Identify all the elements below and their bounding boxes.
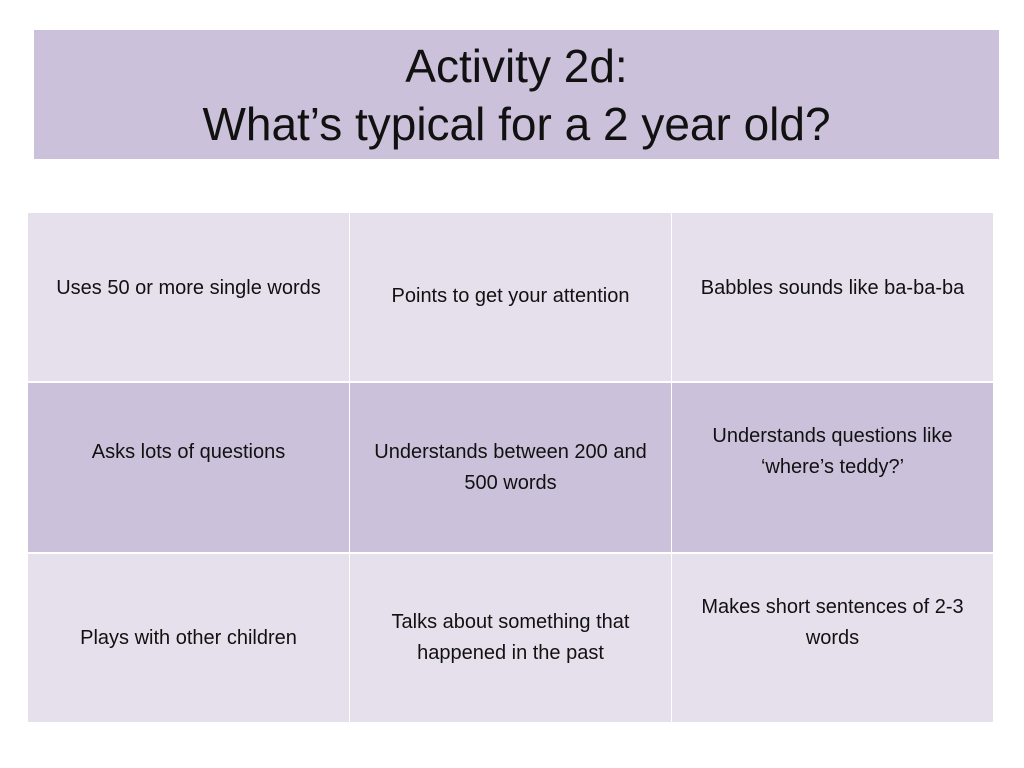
table-cell-r3-c1 <box>28 554 349 722</box>
cell-text: Uses 50 or more single words <box>56 276 321 299</box>
table-cell-r1-c3 <box>672 213 993 381</box>
table-cell-r1-c1 <box>28 213 349 381</box>
slide-title-line-1: Activity 2d: <box>405 39 628 92</box>
cell-text: Understands questions like ‘where’s teddy?’ <box>712 425 953 478</box>
table-cell-r1-c2 <box>350 213 671 381</box>
table-cell-r2-c1 <box>28 383 349 552</box>
slide-title-line-2: What’s typical for a 2 year old? <box>202 97 831 150</box>
table-cell-r3-c2 <box>350 554 671 722</box>
cell-text: Babbles sounds like ba-ba-ba <box>700 276 965 299</box>
cell-text: Talks about something that happened in the past <box>391 611 630 664</box>
cell-text: Asks lots of questions <box>91 441 286 463</box>
activity-table <box>28 213 993 722</box>
cell-text: Points to get your attention <box>391 284 630 307</box>
table-cell-r2-c2 <box>350 383 671 552</box>
cell-text: Understands between 200 and 500 words <box>374 440 647 494</box>
title-banner <box>34 30 999 159</box>
table-cell-r2-c3 <box>672 383 993 552</box>
cell-text: Makes short sentences of 2-3 words <box>701 596 964 649</box>
cell-text: Plays with other children <box>80 626 297 649</box>
table-cell-r3-c3 <box>672 554 993 722</box>
